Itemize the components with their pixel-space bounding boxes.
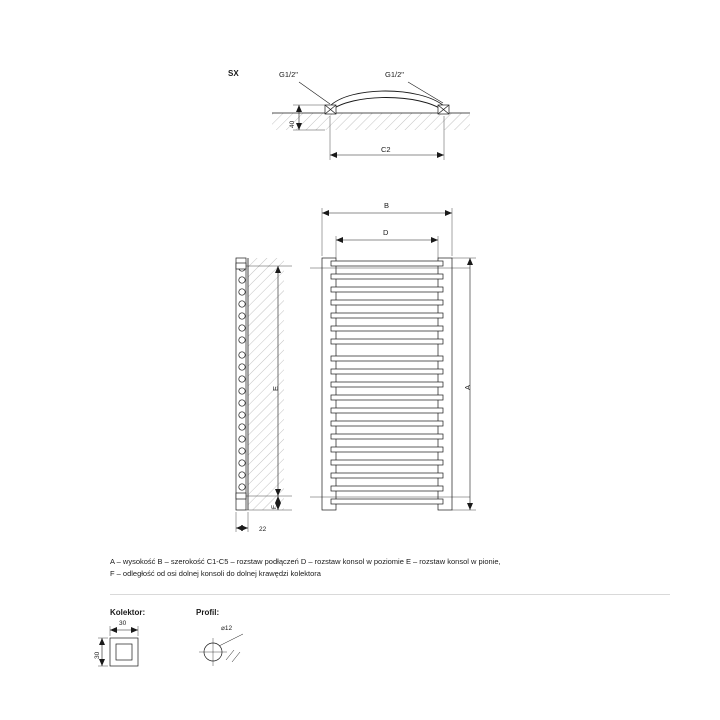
- height-total-label: A: [463, 384, 472, 390]
- connection-left-label: G1/2": [279, 70, 298, 79]
- legend-line-1: A – wysokość B – szerokość C1-C5 – rozstaw podłączeń D – rozstaw konsol w poziomie E – rozstaw konsol w pionie,: [110, 557, 501, 566]
- bottom-offset-label: F: [271, 505, 278, 509]
- top-depth-dim-label: 40: [289, 120, 296, 128]
- front-view-body: [322, 258, 452, 510]
- collector-section-title: Kolektor:: [110, 608, 146, 617]
- top-view-wall-hatch: [272, 113, 470, 130]
- view-code-label: SX: [228, 69, 239, 78]
- profile-detail: [199, 634, 243, 666]
- width-brackets-label: D: [383, 228, 389, 237]
- collector-width-label: 30: [119, 620, 127, 627]
- profile-diameter-label: ⌀12: [221, 625, 233, 632]
- connection-spacing-label: C2: [381, 145, 391, 154]
- collector-detail: [98, 626, 138, 666]
- connection-right-label: G1/2": [385, 70, 404, 79]
- width-outer-label: B: [384, 201, 390, 210]
- legend-block: [110, 556, 670, 579]
- profile-section-title: Profil:: [196, 608, 220, 617]
- legend-line-2: F – odległość od osi dolnej konsoli do dolnej krawędzi kolektora: [110, 568, 321, 578]
- bracket-vertical-label: E: [271, 385, 280, 391]
- collector-height-label: 30: [94, 651, 101, 659]
- footer-divider: [110, 594, 670, 595]
- side-depth-label: 22: [259, 526, 267, 533]
- side-view-body: [236, 258, 284, 510]
